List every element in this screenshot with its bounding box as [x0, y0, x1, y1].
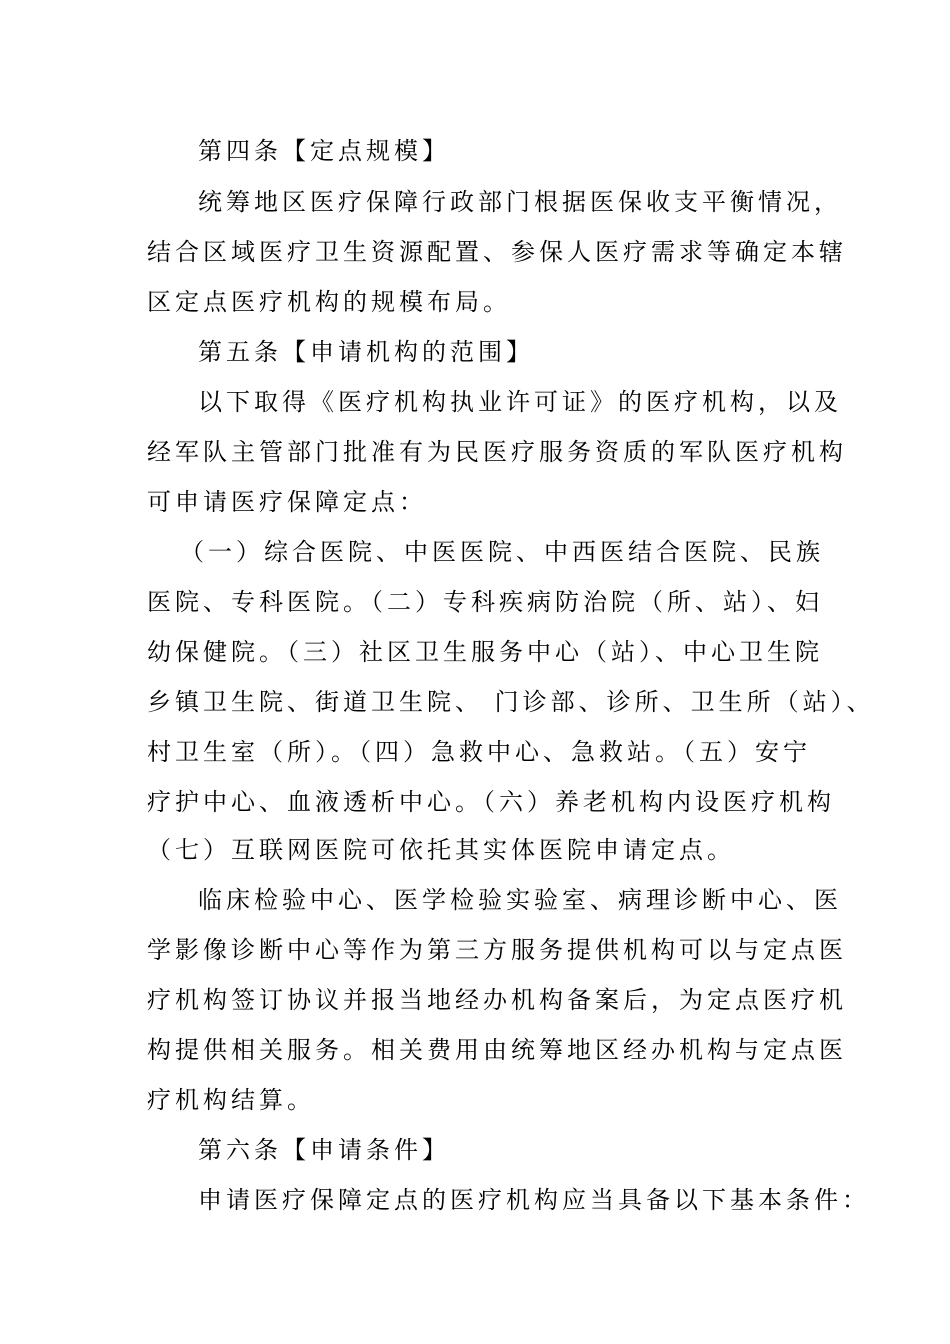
paragraph-line: 村卫生室（所）。（四）急救中心、急救站。（五）安宁 [147, 738, 811, 766]
paragraph-line: 区定点医疗机构的规模布局。 [147, 288, 511, 316]
paragraph-line: 疗机构签订协议并报当地经办机构备案后，为定点医疗机 [147, 986, 847, 1014]
article-4-heading: 第四条【定点规模】 [198, 137, 450, 165]
paragraph-line: 申请医疗保障定点的医疗机构应当具备以下基本条件： [198, 1186, 870, 1214]
paragraph-line: 乡镇卫生院、街道卫生院、 门诊部、诊所、卫生所（站）、 [147, 688, 875, 716]
paragraph-line: 疗机构结算。 [147, 1086, 315, 1114]
paragraph-line: 统筹地区医疗保障行政部门根据医保收支平衡情况， [198, 188, 842, 216]
paragraph-line: 以下取得《医疗机构执业许可证》的医疗机构，以及 [198, 388, 842, 416]
article-5-heading: 第五条【申请机构的范围】 [198, 338, 534, 366]
paragraph-line: 结合区域医疗卫生资源配置、参保人医疗需求等确定本辖 [147, 238, 847, 266]
paragraph-line: 学影像诊断中心等作为第三方服务提供机构可以与定点医 [147, 936, 847, 964]
article-6-heading: 第六条【申请条件】 [198, 1136, 450, 1164]
paragraph-line: 构提供相关服务。相关费用由统筹地区经办机构与定点医 [147, 1036, 847, 1064]
paragraph-line: （一）综合医院、中医医院、中西医结合医院、民族 [180, 538, 824, 566]
paragraph-line: 幼保健院。（三）社区卫生服务中心（站）、中心卫生院 [147, 638, 823, 666]
paragraph-line: 经军队主管部门批准有为民医疗服务资质的军队医疗机构 [147, 438, 847, 466]
paragraph-line: 临床检验中心、医学检验实验室、病理诊断中心、医 [198, 886, 842, 914]
paragraph-line: 可申请医疗保障定点： [147, 488, 427, 516]
paragraph-line: 医院、专科医院。（二）专科疾病防治院（所、站）、妇 [147, 588, 823, 616]
paragraph-line: 疗护中心、血液透析中心。（六）养老机构内设医疗机构 [147, 788, 835, 816]
paragraph-line: （七）互联网医院可依托其实体医院申请定点。 [147, 836, 735, 864]
